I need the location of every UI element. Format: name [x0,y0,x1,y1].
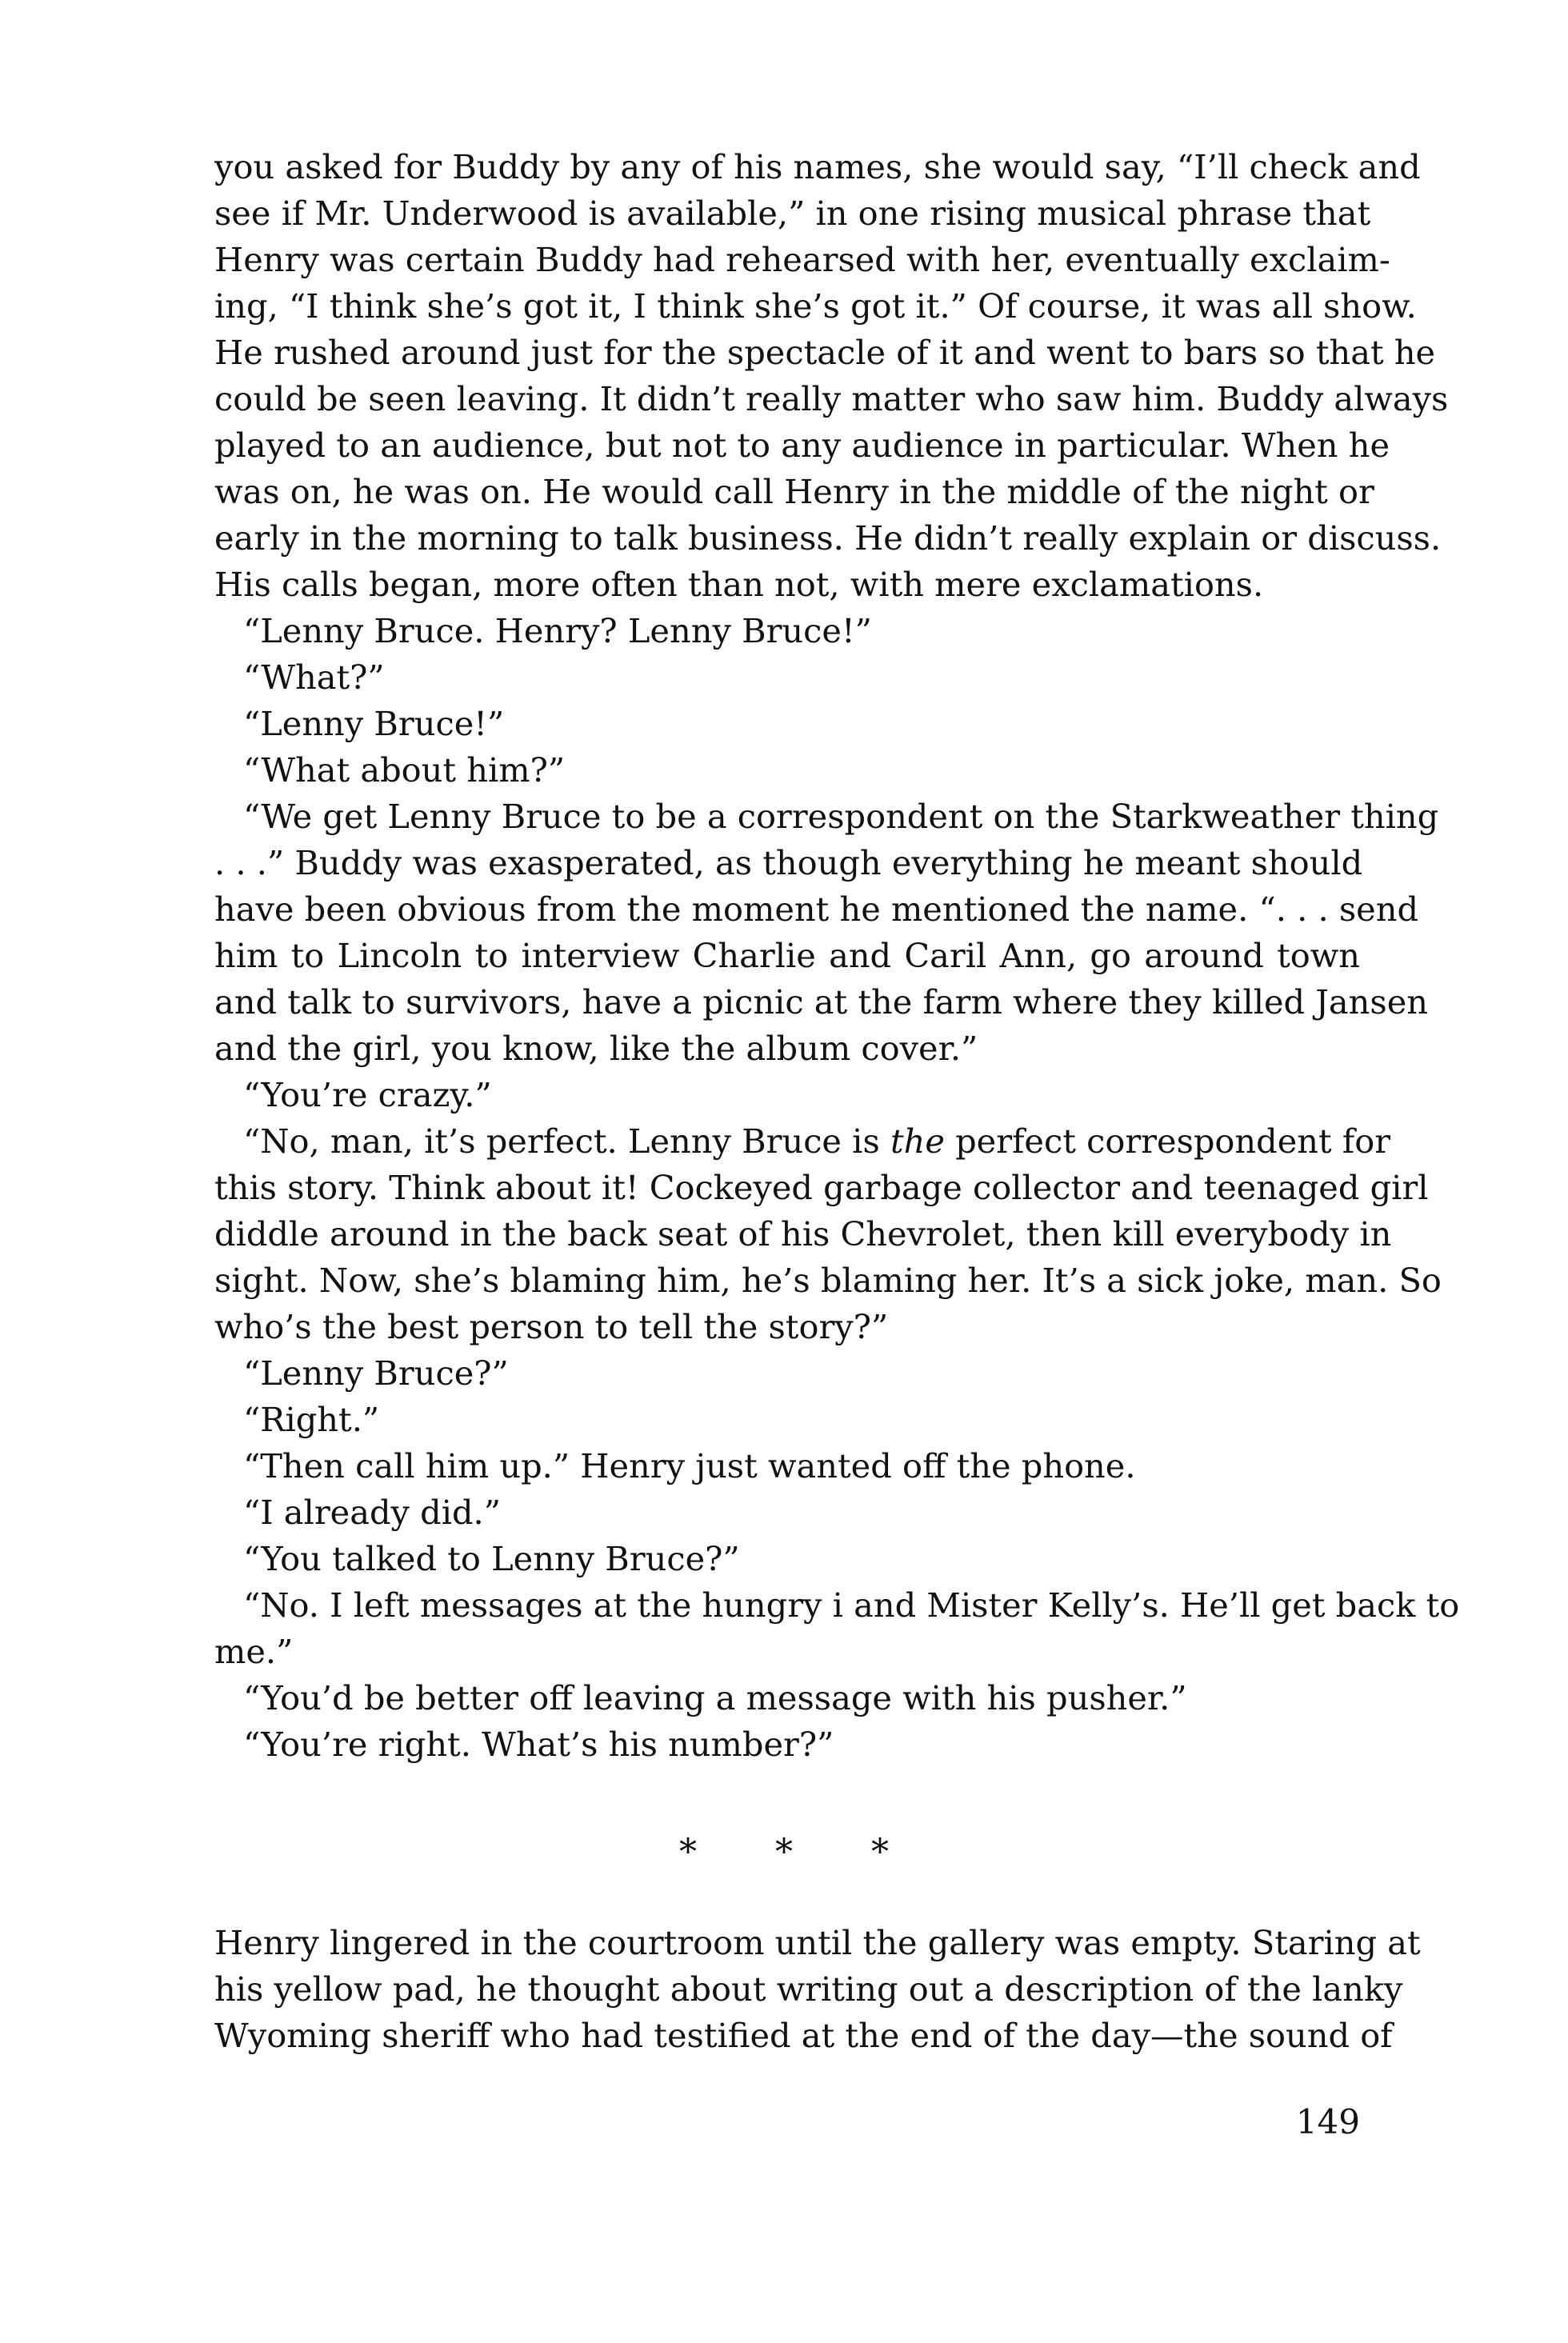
text-line: this story. Think about it! Cockeyed garbage collector and teenaged girl [214,1168,1429,1207]
dialogue-line: “What?” [243,658,385,697]
text-line: Henry was certain Buddy had rehearsed with her, eventually exclaim- [214,240,1390,279]
dialogue-line: “Then call him up.” Henry just wanted off the phone. [243,1446,1136,1485]
text-line: was on, he was on. He would call Henry in the middle of the night or [214,472,1374,511]
text-line: who’s the best person to tell the story?” [214,1307,889,1346]
text-line: played to an audience, but not to any audience in particular. When he [214,426,1390,465]
dialogue-line: “Lenny Bruce!” [243,704,505,743]
page-number: 149 [1295,2102,1360,2141]
text-line: him to Lincoln to interview Charlie and Caril Ann, go around town [214,936,1360,975]
dialogue-line: “No. I left messages at the hungry i and Mister Kelly’s. He’ll get back to [243,1585,1460,1625]
text-line: ing, “I think she’s got it, I think she’s got it.” Of course, it was all show. [214,286,1417,326]
text-line: sight. Now, she’s blaming him, he’s blaming her. It’s a sick joke, man. So [214,1261,1442,1300]
dialogue-line: “You’d be better off leaving a message with his pusher.” [243,1678,1187,1717]
text-line: me.” [214,1632,294,1671]
text-line: you asked for Buddy by any of his names, she would say, “I’ll check and [214,147,1421,186]
text-line: and talk to survivors, have a picnic at the farm where they killed Jansen [214,982,1428,1022]
text-line: diddle around in the back seat of his Chevrolet, then kill everybody in [214,1214,1392,1253]
text-line: his yellow pad, he thought about writing out a description of the lanky [214,1969,1403,2009]
dialogue-line: “Lenny Bruce?” [243,1353,509,1393]
text-line: have been obvious from the moment he mentioned the name. “. . . send [214,890,1419,929]
dialogue-line: “I already did.” [243,1493,501,1532]
dialogue-line: “Lenny Bruce. Henry? Lenny Bruce!” [243,611,872,650]
dialogue-line: “No, man, it’s perfect. Lenny Bruce is the perfect correspondent for [243,1122,1391,1161]
text-line: . . .” Buddy was exasperated, as though everything he meant should [214,843,1363,882]
emphasis-the: the [890,1122,945,1161]
text-line: He rushed around just for the spectacle of it and went to bars so that he [214,333,1436,372]
dialogue-line: “You’re right. What’s his number?” [243,1725,834,1764]
dialogue-line: “What about him?” [243,750,566,790]
text-line: and the girl, you know, like the album cover.” [214,1029,978,1068]
dialogue-line: “You’re crazy.” [243,1075,492,1114]
dialogue-line: “You talked to Lenny Bruce?” [243,1539,740,1578]
text-line: early in the morning to talk business. He didn’t really explain or discuss. [214,518,1442,558]
dialogue-line: “Right.” [243,1400,380,1439]
section-break: * * * [679,1832,922,1873]
text-line: His calls began, more often than not, with mere exclamations. [214,565,1264,604]
text-line: could be seen leaving. It didn’t really matter who saw him. Buddy always [214,379,1449,418]
text-line: Henry lingered in the courtroom until the gallery was empty. Staring at [214,1923,1421,1962]
dialogue-line: “We get Lenny Bruce to be a correspondent on the Starkweather thing [243,797,1439,836]
text-line: Wyoming sheriff who had testified at the end of the day—the sound of [214,2016,1393,2055]
text-line: see if Mr. Underwood is available,” in one rising musical phrase that [214,194,1371,233]
